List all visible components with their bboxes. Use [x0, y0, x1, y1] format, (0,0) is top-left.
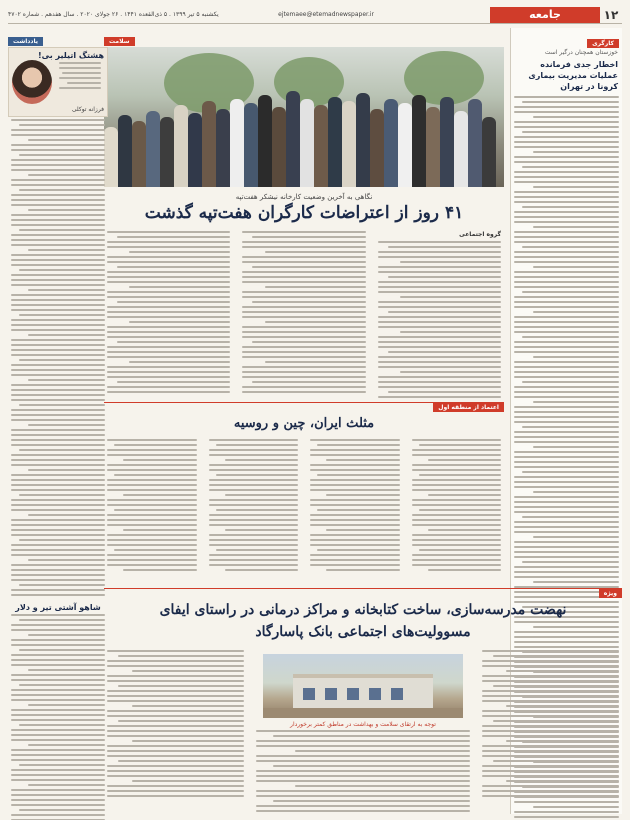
mid-article-body — [104, 437, 504, 573]
bottom-photo-caption: توجه به ارتقای سلامت و بهداشت در مناطق کمتر برخوردار — [290, 721, 436, 728]
bottom-tag: ویژه — [599, 589, 622, 598]
issue-date: یکشنبه ۵ تیر ۱۳۹۹ . ۵ ذی‌القعده ۱۴۴۱ . ۲۶ جولای ۲۰۲۰ . سال هفدهم . شماره ۴۷۰۲ — [8, 11, 219, 18]
main-story — [104, 28, 504, 400]
mid-tag: اعتماد از منطقه اول — [433, 403, 504, 412]
mid-story — [104, 402, 504, 573]
main-body-column-1 — [375, 229, 504, 400]
main-section-tag: سلامت — [104, 37, 135, 46]
left-article-body-1 — [8, 117, 108, 598]
page-header — [8, 6, 622, 24]
left-subhead: شاهو آشتی تیر و دلار — [15, 603, 101, 612]
main-headline: ۴۱ روز از اعتراضات کارگران هفت‌تپه گذشت — [144, 203, 464, 223]
bottom-headline-line-2: مسوولیت‌های اجتماعی بانک پاسارگاد — [255, 624, 471, 640]
author-avatar — [12, 60, 52, 104]
bottom-article-body — [104, 648, 622, 814]
page-number: ۱۲ — [603, 7, 619, 22]
mid-headline: مثلث ایران، چین و روسیه — [233, 416, 375, 431]
left-article-body-2 — [8, 612, 108, 820]
main-body-column-3 — [104, 229, 233, 400]
main-photo-protest — [104, 47, 504, 187]
main-article-body — [104, 229, 504, 400]
right-kicker: خوزستان همچنان درگیر است — [544, 49, 618, 56]
main-kicker: نگاهی به آخرین وضعیت کارخانه نیشکر هفت‌تپه — [235, 193, 373, 201]
author-box — [8, 47, 108, 117]
right-headline: اخطار جدی فرمانده عملیات مدیریت بیماری کرونا در تهران — [528, 60, 618, 91]
left-column — [8, 28, 108, 814]
op-ed-title: هشتگ اتیلیر بی! — [38, 51, 104, 60]
section-label: جامعه — [490, 7, 600, 23]
left-tag: یادداشت — [8, 37, 43, 46]
main-subhead: گروه اجتماعی — [459, 231, 501, 238]
section-email: ejtemaee@etemadnewspaper.ir — [278, 11, 374, 18]
right-tag: کارگری — [587, 39, 619, 48]
main-body-column-2 — [239, 229, 368, 400]
bottom-photo-building — [263, 654, 463, 718]
author-name: فرزانه توکلی — [71, 106, 104, 113]
bottom-headline-line-1: نهضت مدرسه‌سازی، ساخت کتابخانه و مراکز درمانی در راستای ایفای — [159, 602, 567, 618]
bottom-story — [104, 588, 622, 814]
